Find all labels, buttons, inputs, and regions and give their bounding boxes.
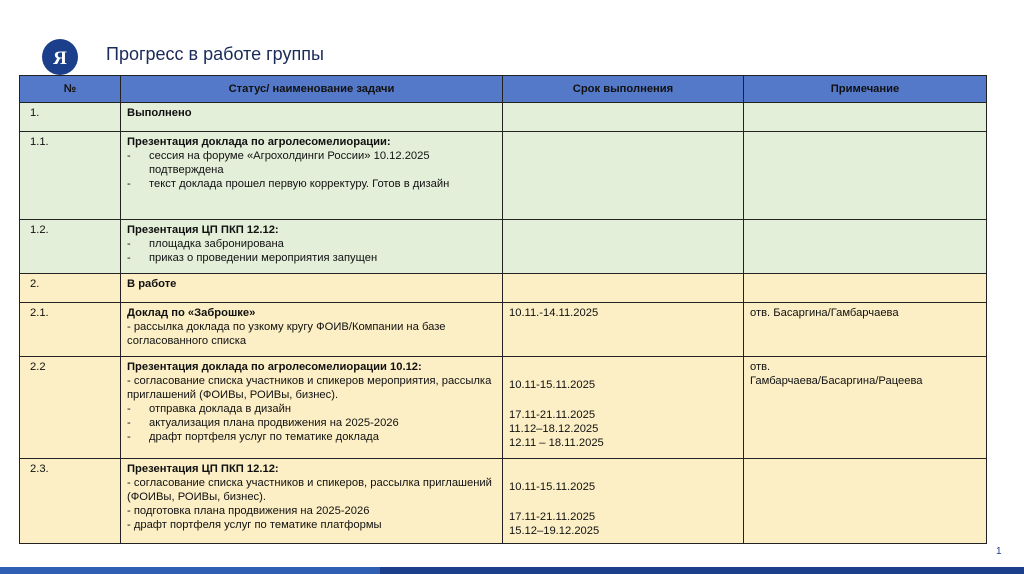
deadline-date: 15.12–19.12.2025 — [509, 525, 600, 537]
column-header-deadline: Срок выполнения — [503, 76, 744, 103]
deadline-cell — [503, 274, 744, 303]
task-title: Доклад по «Заброшке» — [127, 307, 256, 319]
deadline-cell: 10.11.-14.11.2025 — [503, 303, 744, 357]
bullet-text: приказ о проведении мероприятия запущен — [149, 252, 378, 264]
deadline-cell — [503, 132, 744, 220]
row-number: 2. — [20, 274, 121, 303]
note-cell — [744, 220, 987, 274]
progress-table — [19, 75, 987, 544]
note-cell — [744, 357, 987, 459]
table-row — [20, 357, 987, 459]
task-bullet — [127, 237, 496, 251]
deadline-cell — [503, 459, 744, 544]
note-cell — [744, 103, 987, 132]
bullet-dash: - — [127, 150, 131, 162]
deadline-date: 10.11-15.11.2025 — [509, 481, 596, 493]
task-title: Презентация доклада по агролесомелиорации: — [127, 136, 391, 148]
note-cell: отв. Басаргина/Гамбарчаева — [744, 303, 987, 357]
bullet-text: драфт портфеля услуг по тематике доклада — [149, 431, 379, 443]
table-row — [20, 303, 987, 357]
row-number: 1. — [20, 103, 121, 132]
bullet-text: текст доклада прошел первую корректуру. Готов в дизайн — [149, 178, 450, 190]
column-header-number: № — [20, 76, 121, 103]
note-text: отв. — [750, 361, 771, 373]
task-cell — [121, 132, 503, 220]
deadline-cell — [503, 103, 744, 132]
task-line: - драфт портфеля услуг по тематике платформы — [127, 519, 382, 531]
bullet-dash: - — [127, 178, 131, 190]
page-number: 1 — [996, 546, 1002, 557]
row-number: 1.1. — [20, 132, 121, 220]
deadline-date: 17.11-21.11.2025 — [509, 511, 596, 523]
row-number: 2.2 — [20, 357, 121, 459]
task-cell — [121, 303, 503, 357]
task-line: - согласование списка участников и спикеров, рассылка приглашений (ФОИВы, РОИВы, бизнес). — [127, 477, 492, 503]
table-row — [20, 103, 987, 132]
deadline-cell — [503, 357, 744, 459]
deadline-date: 12.11 – 18.11.2025 — [509, 437, 604, 449]
deadline-date: 11.12–18.12.2025 — [509, 423, 599, 435]
bullet-dash: - — [127, 417, 131, 429]
svg-text:Я: Я — [53, 48, 67, 69]
table-row — [20, 132, 987, 220]
task-line: - согласование списка участников и спикеров мероприятия, рассылка приглашений (ФОИВы, РОИВы, бизнес). — [127, 375, 492, 401]
note-text: Гамбарчаева/Басаргина/Рацеева — [750, 375, 923, 387]
bullet-dash: - — [127, 238, 131, 250]
note-cell — [744, 274, 987, 303]
task-line: - рассылка доклада по узкому кругу ФОИВ/Компании на базе согласованного списка — [127, 321, 446, 347]
bullet-text: актуализация плана продвижения на 2025-2026 — [149, 417, 399, 429]
hse-logo — [42, 39, 78, 75]
row-number: 1.2. — [20, 220, 121, 274]
table-row — [20, 274, 987, 303]
column-header-note: Примечание — [744, 76, 987, 103]
deadline-cell — [503, 220, 744, 274]
bullet-text: отправка доклада в дизайн — [149, 403, 292, 415]
note-cell — [744, 459, 987, 544]
task-bullet — [127, 177, 496, 191]
footer-bar — [0, 567, 1024, 574]
section-heading: В работе — [121, 274, 503, 303]
task-cell — [121, 459, 503, 544]
table-row — [20, 220, 987, 274]
bullet-dash: - — [127, 403, 131, 415]
task-bullet — [127, 430, 496, 444]
task-title: Презентация ЦП ПКП 12.12: — [127, 463, 279, 475]
task-bullet — [127, 251, 496, 265]
hse-logo-icon — [49, 44, 71, 70]
task-bullet — [127, 416, 496, 430]
column-header-task: Статус/ наименование задачи — [121, 76, 503, 103]
task-bullet — [127, 149, 496, 177]
task-title: Презентация доклада по агролесомелиорации 10.12: — [127, 361, 422, 373]
table-row — [20, 459, 987, 544]
task-title: Презентация ЦП ПКП 12.12: — [127, 224, 279, 236]
bullet-dash: - — [127, 252, 131, 264]
bullet-dash: - — [127, 431, 131, 443]
deadline-date: 17.11-21.11.2025 — [509, 409, 596, 421]
row-number: 2.3. — [20, 459, 121, 544]
row-number: 2.1. — [20, 303, 121, 357]
deadline-date: 10.11-15.11.2025 — [509, 379, 596, 391]
task-cell — [121, 220, 503, 274]
note-cell — [744, 132, 987, 220]
task-bullet — [127, 402, 496, 416]
page-title: Прогресс в работе группы — [106, 44, 324, 64]
bullet-text: сессия на форуме «Агрохолдинги России» 10.12.2025 подтверждена — [149, 150, 430, 176]
section-heading: Выполнено — [121, 103, 503, 132]
task-cell — [121, 357, 503, 459]
bullet-text: площадка забронирована — [149, 238, 284, 250]
table-header-row — [20, 76, 987, 103]
task-line: - подготовка плана продвижения на 2025-2026 — [127, 505, 370, 517]
